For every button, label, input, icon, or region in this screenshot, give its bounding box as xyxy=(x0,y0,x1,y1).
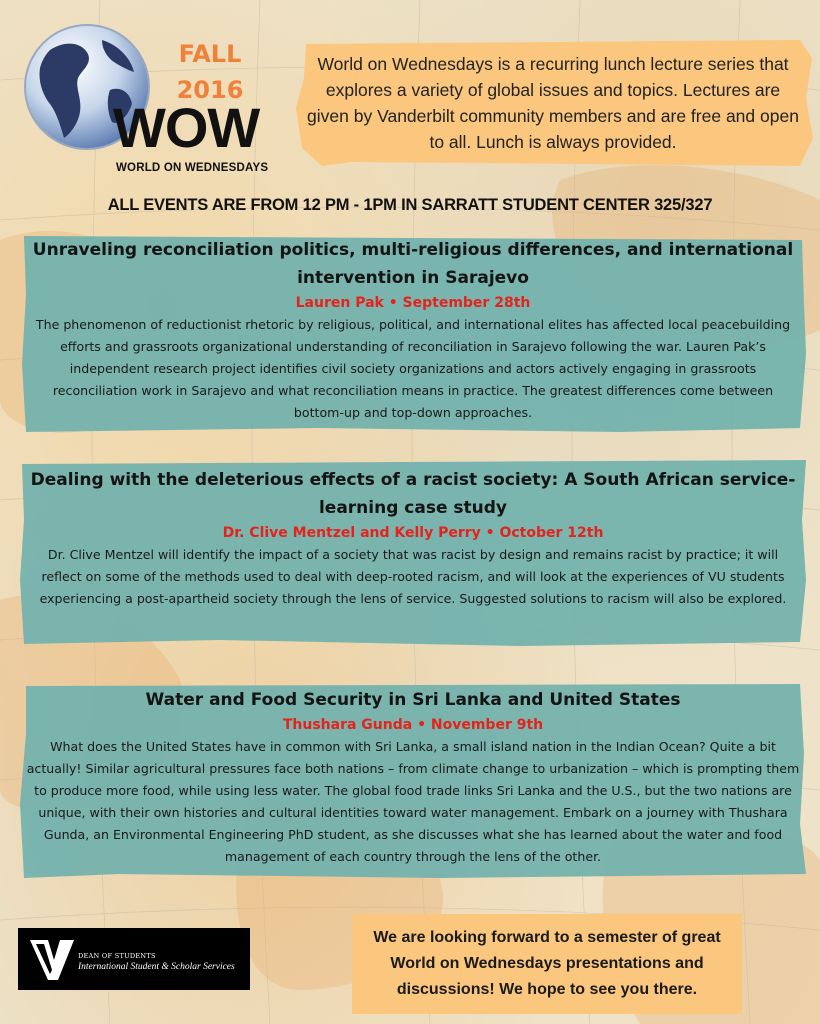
event-title: Unraveling reconciliation politics, multi-religious differences, and international intervention in Sarajevo xyxy=(32,240,794,288)
dept-line-1: DEAN OF STUDENTS xyxy=(78,952,156,960)
event-speaker-date: Thushara Gunda • November 9th xyxy=(282,717,544,733)
event-card xyxy=(20,684,806,878)
intro-panel xyxy=(292,38,814,168)
wow-logo-subtitle: WORLD ON WEDNESDAYS xyxy=(116,162,269,174)
fall-text: FALL xyxy=(178,40,242,68)
dean-of-students-logo xyxy=(18,928,250,990)
event-title: Water and Food Security in Sri Lanka and United States xyxy=(145,690,681,710)
event-speaker-date: Lauren Pak • September 28th xyxy=(295,295,531,311)
event-description: Dr. Clive Mentzel will identify the impact of a society that was racist by design and remains racist by practice; it will reflect on some of the methods used to deal with deep-rooted racism, and will look at the experiences of VU students experiencing a post-apartheid society through the lens of service. Suggested solutions to racism will also be explored. xyxy=(39,547,787,606)
schedule-note: ALL EVENTS ARE FROM 12 PM - 1PM IN SARRATT STUDENT CENTER 325/327 xyxy=(107,196,713,214)
event-speaker-date: Dr. Clive Mentzel and Kelly Perry • October 12th xyxy=(222,525,604,541)
closing-panel xyxy=(352,914,742,1014)
intro-text: World on Wednesdays is a recurring lunch lecture series that explores a variety of global issues and topics. Lectures are given by Vanderbilt community members and are free and open to all. Lunch is always provided. xyxy=(307,54,799,152)
dept-line-2: International Student & Scholar Services xyxy=(78,962,235,972)
event-description: The phenomenon of reductionist rhetoric by religious, political, and international elites has affected local peacebuilding efforts and grassroots organizational understanding of reconciliation in Sarajevo following the war. Lauren Pak’s independent research project identifies civil society organizations and actors actively engaging in grassroots reconciliation work in Sarajevo and what reconciliation means in practice. The greatest differences come between bottom-up and top-down approaches. xyxy=(35,317,791,420)
closing-text: We are looking forward to a semester of great World on Wednesdays presentations and discussions! We hope to see you there. xyxy=(373,929,721,998)
wow-logo-text: WOW xyxy=(113,96,260,159)
event-card xyxy=(20,234,806,434)
event-card xyxy=(20,460,806,646)
vanderbilt-v-icon xyxy=(28,934,76,984)
event-description: What does the United States have in common with Sri Lanka, a small island nation in the Indian Ocean? Quite a bit actually! Similar agricultural pressures face both nations – from climate change to urbanization – which is prompting them to produce more food, while using less water. The global food trade links Sri Lanka and the U.S., but the two nations are unique, with their own histories and cultural identities toward water management. Embark on a journey with Thushara Gunda, an Environmental Engineering PhD student, as she discusses what she has learned about the water and food management of each country through the lens of the other. xyxy=(26,739,800,864)
year-text: 2016 xyxy=(176,76,244,104)
event-title: Dealing with the deleterious effects of a racist society: A South African service-learning case study xyxy=(30,470,796,518)
